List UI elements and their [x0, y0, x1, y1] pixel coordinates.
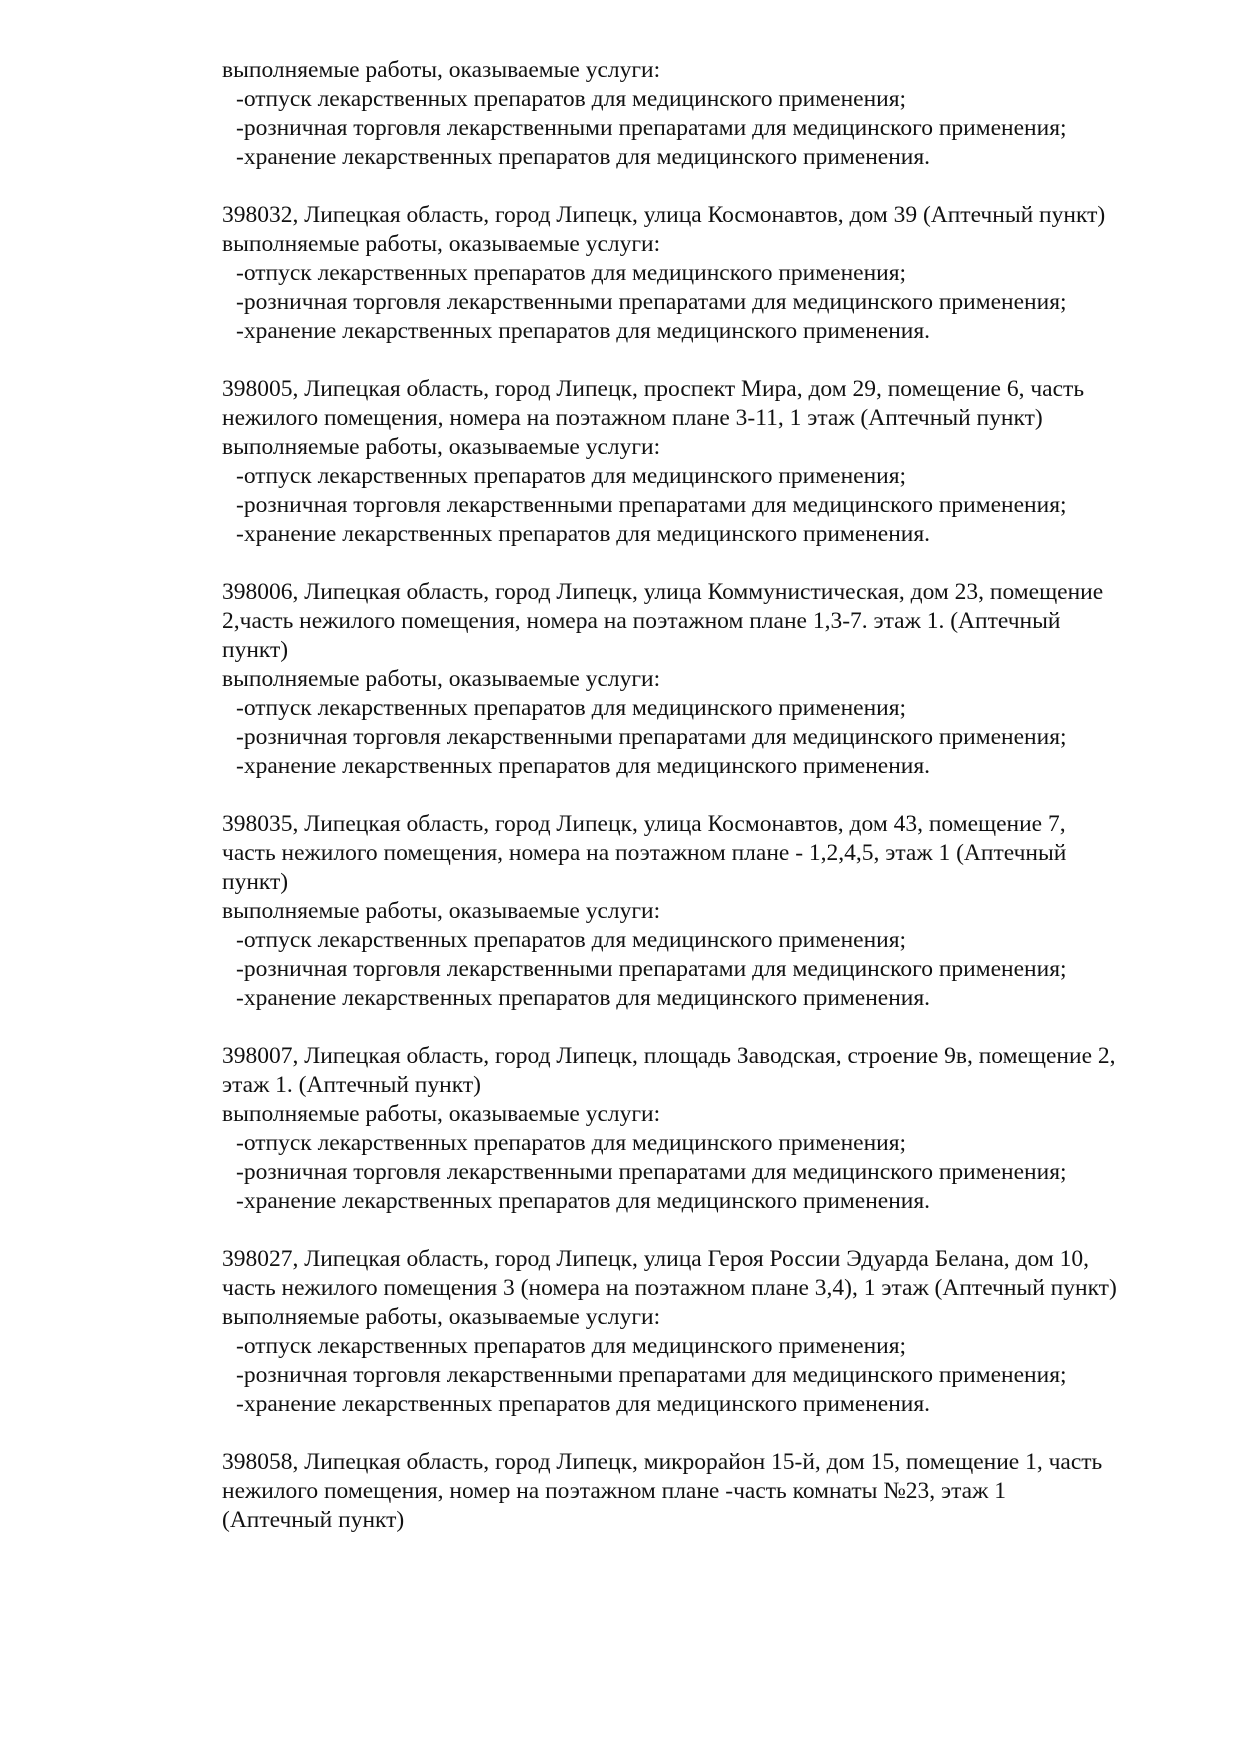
address-line: пункт)	[222, 869, 289, 895]
service-item: -хранение лекарственных препаратов для медицинского применения.	[236, 1391, 931, 1417]
pharmacy-entry	[222, 810, 1182, 1013]
service-item: -хранение лекарственных препаратов для медицинского применения.	[236, 318, 931, 344]
pharmacy-entry	[222, 375, 1182, 549]
address-line: пункт)	[222, 637, 289, 663]
service-item: -розничная торговля лекарственными препаратами для медицинского применения;	[236, 115, 1067, 141]
address-line: 398032, Липецкая область, город Липецк, улица Космонавтов, дом 39 (Аптечный пункт)	[222, 202, 1106, 228]
service-item: -отпуск лекарственных препаратов для медицинского применения;	[236, 1130, 907, 1156]
service-item: -розничная торговля лекарственными препаратами для медицинского применения;	[236, 724, 1067, 750]
pharmacy-entry	[222, 578, 1182, 781]
services-header: выполняемые работы, оказываемые услуги:	[222, 898, 661, 924]
pharmacy-entry	[222, 56, 1182, 172]
address-line: 398035, Липецкая область, город Липецк, улица Космонавтов, дом 43, помещение 7,	[222, 811, 1066, 837]
service-item: -розничная торговля лекарственными препаратами для медицинского применения;	[236, 956, 1067, 982]
pharmacy-entry	[222, 1448, 1182, 1535]
service-item: -отпуск лекарственных препаратов для медицинского применения;	[236, 695, 907, 721]
services-header: выполняемые работы, оказываемые услуги:	[222, 1101, 661, 1127]
address-line: 398058, Липецкая область, город Липецк, микрорайон 15-й, дом 15, помещение 1, часть	[222, 1449, 1103, 1475]
address-line: нежилого помещения, номера на поэтажном плане 3-11, 1 этаж (Аптечный пункт)	[222, 405, 1043, 431]
service-item: -отпуск лекарственных препаратов для медицинского применения;	[236, 927, 907, 953]
address-line: 398006, Липецкая область, город Липецк, улица Коммунистическая, дом 23, помещение	[222, 579, 1104, 605]
service-item: -отпуск лекарственных препаратов для медицинского применения;	[236, 1333, 907, 1359]
service-item: -хранение лекарственных препаратов для медицинского применения.	[236, 521, 931, 547]
address-line: этаж 1. (Аптечный пункт)	[222, 1072, 481, 1098]
pharmacy-entry	[222, 201, 1182, 346]
services-header: выполняемые работы, оказываемые услуги:	[222, 434, 661, 460]
pharmacy-entry	[222, 1245, 1182, 1419]
service-item: -хранение лекарственных препаратов для медицинского применения.	[236, 1188, 931, 1214]
service-item: -отпуск лекарственных препаратов для медицинского применения;	[236, 260, 907, 286]
service-item: -хранение лекарственных препаратов для медицинского применения.	[236, 985, 931, 1011]
service-item: -розничная торговля лекарственными препаратами для медицинского применения;	[236, 1362, 1067, 1388]
document-page	[222, 56, 1182, 1564]
service-item: -розничная торговля лекарственными препаратами для медицинского применения;	[236, 492, 1067, 518]
service-item: -отпуск лекарственных препаратов для медицинского применения;	[236, 86, 907, 112]
service-item: -отпуск лекарственных препаратов для медицинского применения;	[236, 463, 907, 489]
services-header: выполняемые работы, оказываемые услуги:	[222, 666, 661, 692]
service-item: -розничная торговля лекарственными препаратами для медицинского применения;	[236, 1159, 1067, 1185]
service-item: -розничная торговля лекарственными препаратами для медицинского применения;	[236, 289, 1067, 315]
address-line: 398027, Липецкая область, город Липецк, улица Героя России Эдуарда Белана, дом 10,	[222, 1246, 1089, 1272]
address-line: 398007, Липецкая область, город Липецк, площадь Заводская, строение 9в, помещение 2,	[222, 1043, 1116, 1069]
service-item: -хранение лекарственных препаратов для медицинского применения.	[236, 753, 931, 779]
services-header: выполняемые работы, оказываемые услуги:	[222, 1304, 661, 1330]
services-header: выполняемые работы, оказываемые услуги:	[222, 57, 661, 83]
address-line: 398005, Липецкая область, город Липецк, проспект Мира, дом 29, помещение 6, часть	[222, 376, 1085, 402]
address-line: часть нежилого помещения 3 (номера на поэтажном плане 3,4), 1 этаж (Аптечный пункт)	[222, 1275, 1117, 1301]
service-item: -хранение лекарственных препаратов для медицинского применения.	[236, 144, 931, 170]
pharmacy-entry	[222, 1042, 1182, 1216]
address-line: нежилого помещения, номер на поэтажном плане -часть комнаты №23, этаж 1	[222, 1478, 1006, 1504]
address-line: (Аптечный пункт)	[222, 1507, 405, 1533]
address-line: 2,часть нежилого помещения, номера на поэтажном плане 1,3-7. этаж 1. (Аптечный	[222, 608, 1061, 634]
services-header: выполняемые работы, оказываемые услуги:	[222, 231, 661, 257]
address-line: часть нежилого помещения, номера на поэтажном плане - 1,2,4,5, этаж 1 (Аптечный	[222, 840, 1067, 866]
